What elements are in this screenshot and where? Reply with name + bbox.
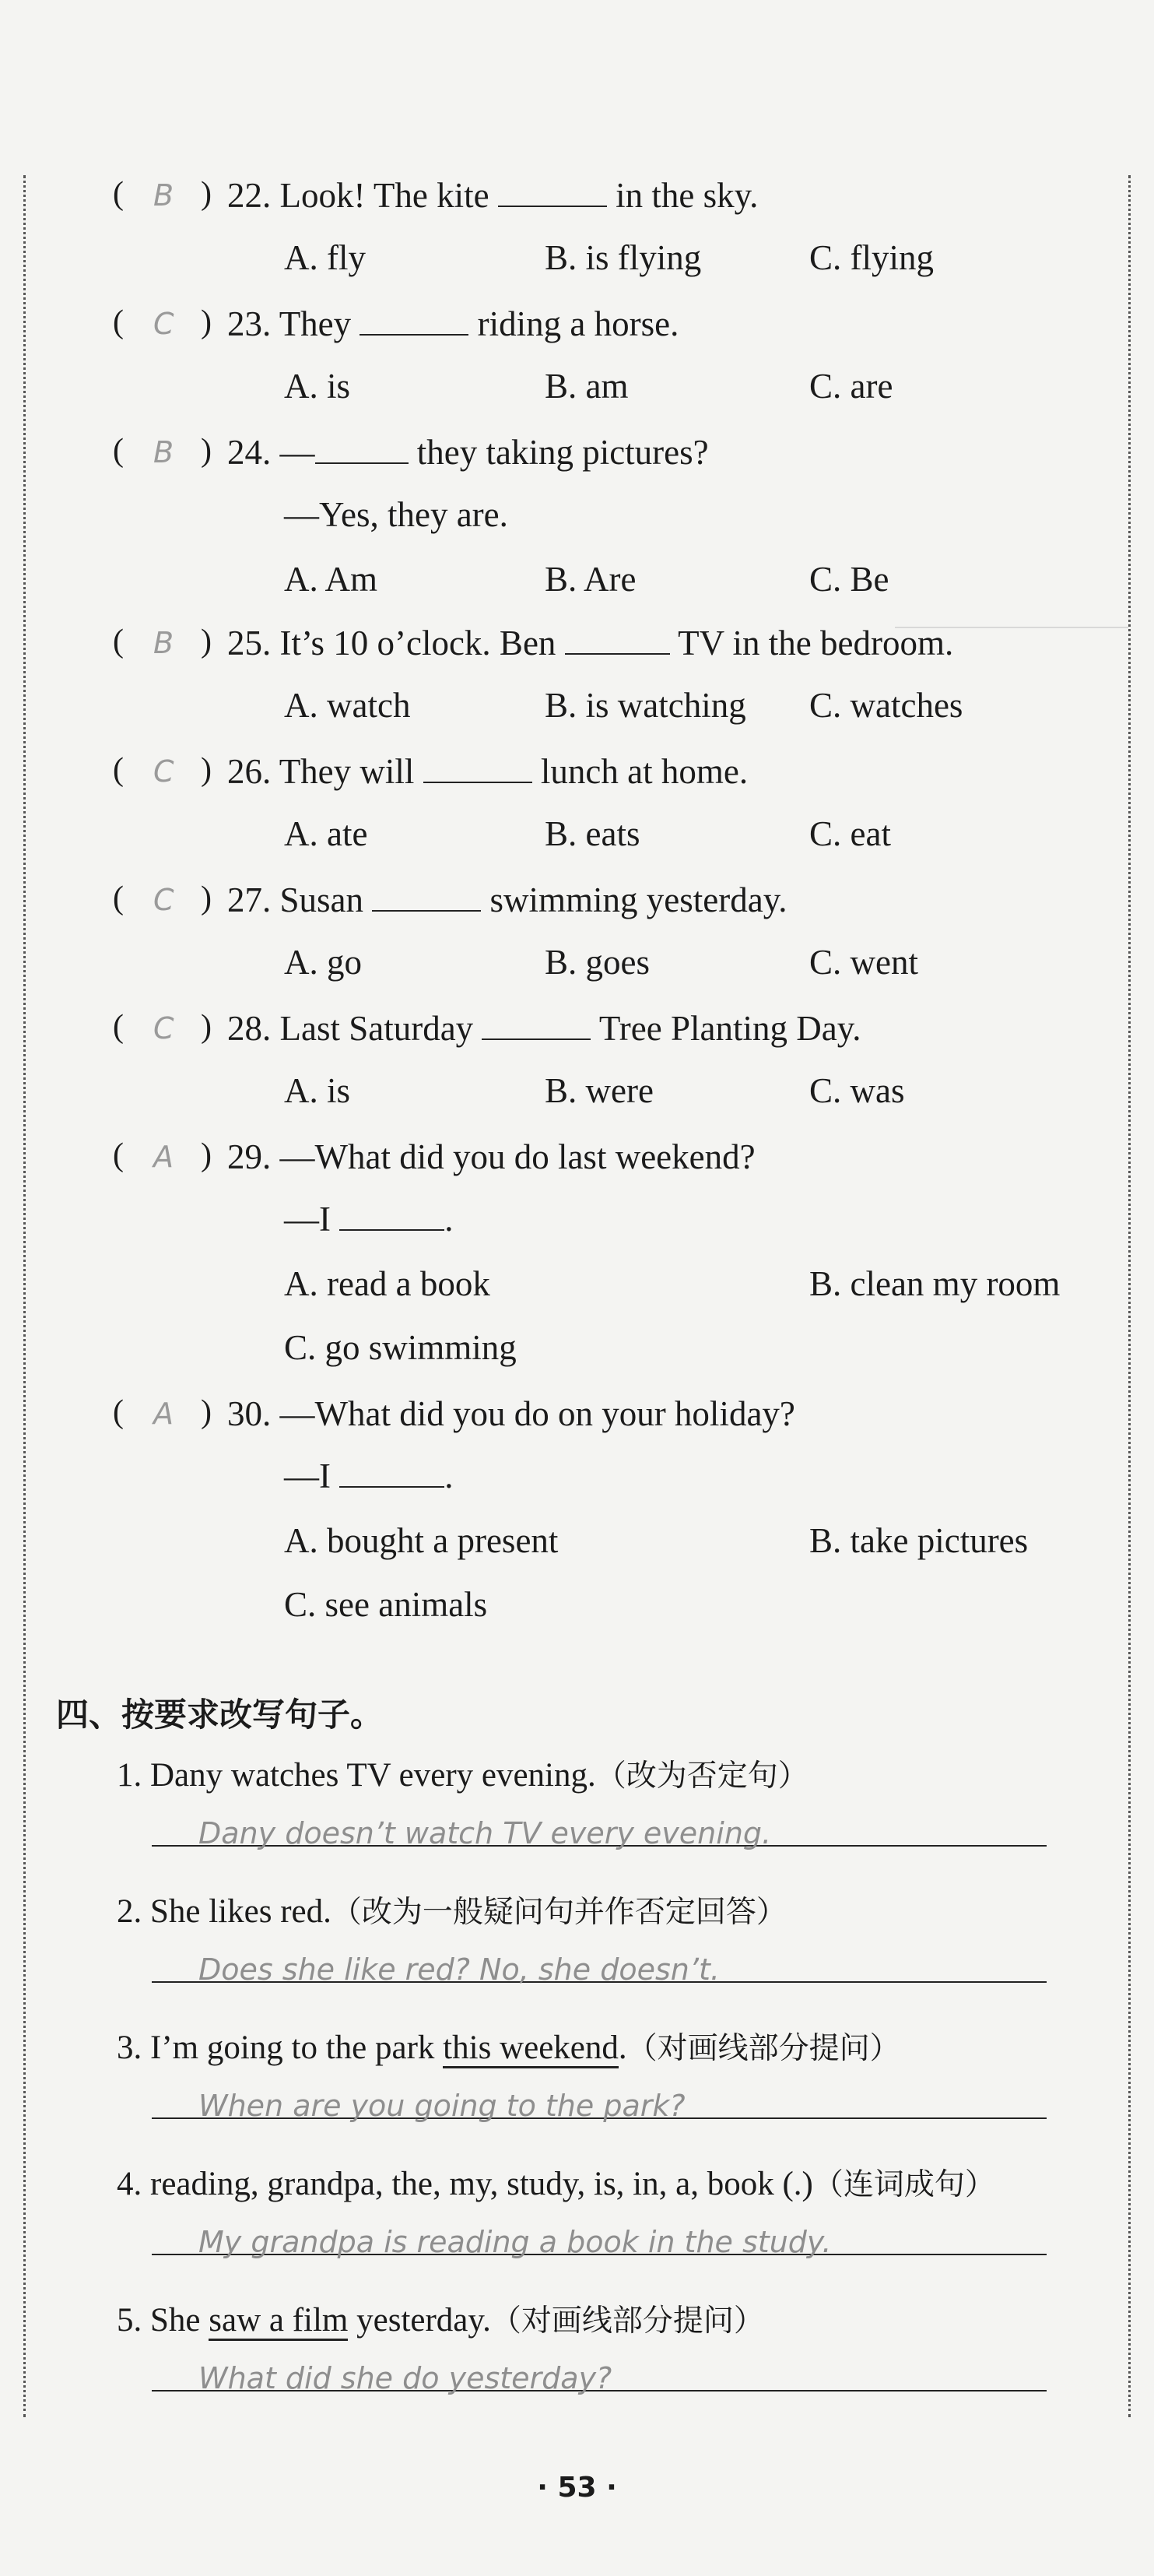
option-c: C. eat: [809, 814, 891, 853]
option-c: C. Be: [809, 560, 889, 599]
option-b: B. clean my room: [809, 1264, 1061, 1303]
paren-close: ): [201, 1009, 212, 1045]
paren-open: (: [113, 176, 124, 212]
answer-blank: [482, 1009, 591, 1040]
left-dotted-border: [23, 175, 26, 2417]
section-title: 四、按要求改写句子。: [56, 1696, 384, 1734]
option-b: B. goes: [545, 943, 650, 982]
underlined-phrase: saw a film: [209, 2302, 348, 2341]
answer-letter: C: [153, 1011, 174, 1046]
paren-open: (: [113, 304, 124, 340]
question-reply: —I .: [284, 1200, 454, 1239]
paren-open: (: [113, 1137, 124, 1173]
option-c: C. watches: [809, 686, 963, 725]
question-reply: —I .: [284, 1457, 454, 1495]
rewrite-answer-2: Does she like red? No, she doesn’t.: [198, 1952, 720, 1987]
right-dotted-border: [1128, 175, 1131, 2417]
answer-blank: [339, 1200, 444, 1231]
answer-letter: B: [153, 626, 174, 660]
paren-close: ): [201, 880, 212, 916]
answer-blank: [498, 176, 607, 207]
option-c: C. was: [809, 1071, 905, 1110]
answer-letter: B: [153, 178, 174, 213]
paren-close: ): [201, 624, 212, 659]
paren-open: (: [113, 1009, 124, 1045]
underlined-phrase: this weekend: [443, 2030, 619, 2068]
rewrite-answer-4: My grandpa is reading a book in the study.: [198, 2225, 832, 2259]
option-a: A. read a book: [284, 1264, 490, 1303]
rewrite-answer-3: When are you going to the park?: [198, 2089, 686, 2123]
rewrite-answer-1: Dany doesn’t watch TV every evening.: [198, 1816, 772, 1850]
paren-close: ): [201, 176, 212, 212]
paren-open: (: [113, 1394, 124, 1430]
option-a: A. ate: [284, 814, 368, 853]
paren-close: ): [201, 1394, 212, 1430]
option-b: B. am: [545, 367, 629, 406]
question-stem: 30. —What did you do on your holiday?: [227, 1394, 795, 1433]
option-b: B. eats: [545, 814, 640, 853]
answer-letter: C: [153, 883, 174, 917]
paren-open: (: [113, 752, 124, 788]
rewrite-item-5: 5. She saw a film yesterday.（对画线部分提问）: [117, 2297, 764, 2340]
paren-open: (: [113, 624, 124, 659]
option-a: A. is: [284, 1071, 351, 1110]
paren-close: ): [201, 433, 212, 469]
question-reply: —Yes, they are.: [284, 495, 508, 534]
paren-close: ): [201, 1137, 212, 1173]
question-stem: 26. They will lunch at home.: [227, 752, 749, 791]
question-stem: 28. Last Saturday Tree Planting Day.: [227, 1009, 861, 1048]
question-stem: 27. Susan swimming yesterday.: [227, 880, 787, 919]
paren-open: (: [113, 433, 124, 469]
option-c: C. went: [809, 943, 918, 982]
rewrite-item-1: 1. Dany watches TV every evening.（改为否定句）: [117, 1757, 809, 1794]
answer-blank: [565, 624, 670, 655]
page-number: · 53 ·: [537, 2472, 617, 2504]
option-a: A. Am: [284, 560, 378, 599]
question-stem: 24. — they taking pictures?: [227, 433, 709, 472]
answer-blank: [372, 880, 481, 912]
option-a: A. bought a present: [284, 1521, 559, 1560]
option-c: C. see animals: [284, 1585, 488, 1624]
paren-close: ): [201, 752, 212, 788]
question-stem: 25. It’s 10 o’clock. Ben TV in the bedroom.: [227, 624, 954, 662]
option-c: C. flying: [809, 238, 935, 277]
option-b: B. is flying: [545, 238, 702, 277]
option-c: C. go swimming: [284, 1328, 517, 1367]
rewrite-item-4: 4. reading, grandpa, the, my, study, is, in, a, book (.)（连词成句）: [117, 2166, 995, 2202]
paren-close: ): [201, 304, 212, 340]
option-b: B. take pictures: [809, 1521, 1029, 1560]
question-stem: 22. Look! The kite in the sky.: [227, 176, 759, 215]
answer-letter: B: [153, 435, 174, 469]
option-b: B. Are: [545, 560, 637, 599]
answer-blank: [423, 752, 532, 783]
option-a: A. watch: [284, 686, 411, 725]
rewrite-answer-5: What did she do yesterday?: [198, 2361, 612, 2395]
rewrite-item-3: 3. I’m going to the park this weekend.（对画线部分提问）: [117, 2024, 900, 2068]
option-c: C. are: [809, 367, 893, 406]
answer-blank: [315, 433, 409, 464]
question-stem: 29. —What did you do last weekend?: [227, 1137, 756, 1176]
option-a: A. fly: [284, 238, 366, 277]
rewrite-item-2: 2. She likes red.（改为一般疑问句并作否定回答）: [117, 1893, 787, 1930]
option-a: A. is: [284, 367, 351, 406]
answer-letter: C: [153, 754, 174, 789]
option-b: B. were: [545, 1071, 654, 1110]
paren-open: (: [113, 880, 124, 916]
option-a: A. go: [284, 943, 362, 982]
answer-letter: C: [153, 307, 174, 341]
answer-letter: A: [153, 1140, 174, 1174]
answer-letter: A: [153, 1397, 174, 1431]
answer-blank: [339, 1457, 444, 1488]
answer-blank: [360, 304, 468, 336]
question-stem: 23. They riding a horse.: [227, 304, 679, 343]
option-b: B. is watching: [545, 686, 746, 725]
